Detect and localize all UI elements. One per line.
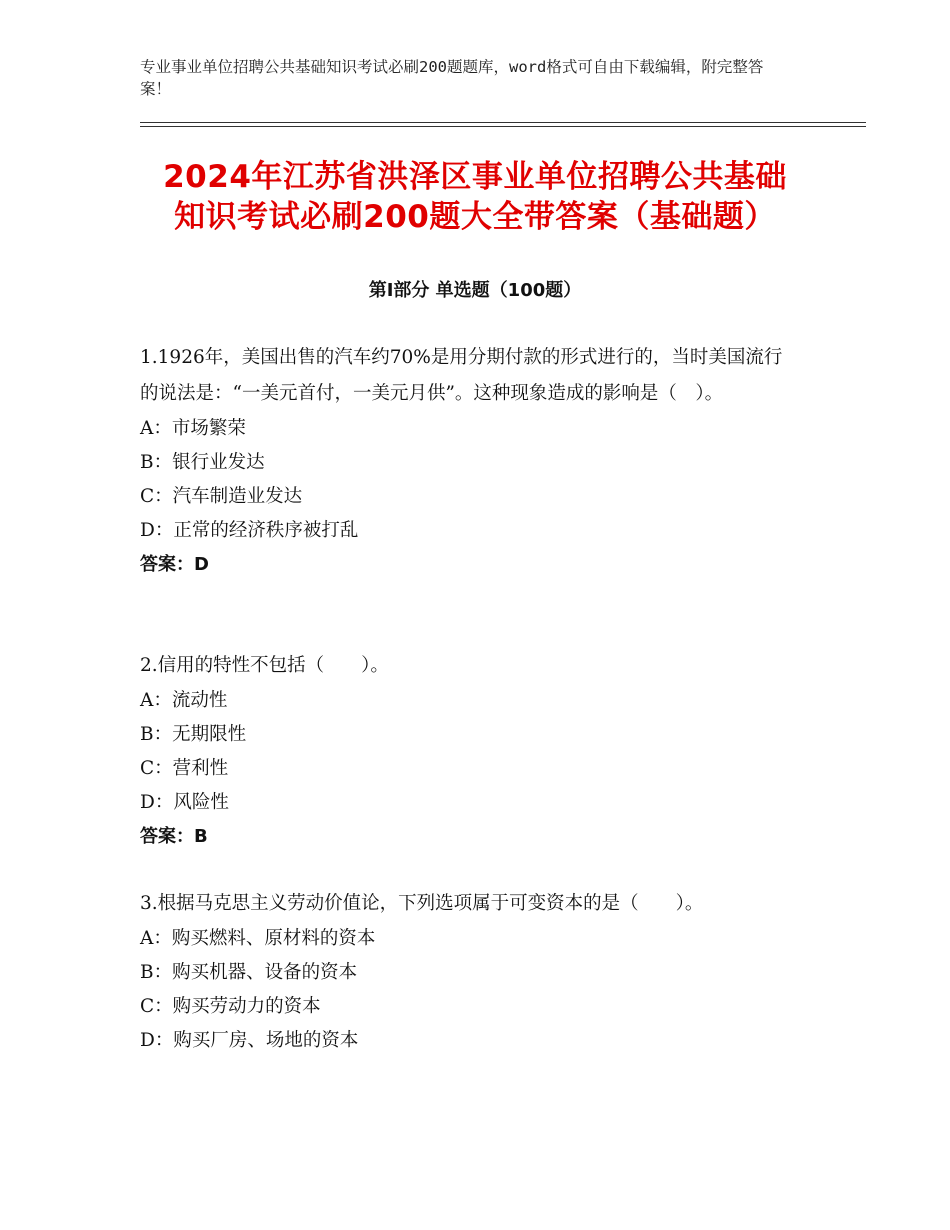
option-b: B：购买机器、设备的资本 bbox=[140, 962, 358, 983]
question-stem: 2.信用的特性不包括（ ）。 bbox=[140, 655, 389, 676]
option-c: C：购买劳动力的资本 bbox=[140, 996, 321, 1017]
option-d: D：购买厂房、场地的资本 bbox=[140, 1030, 359, 1051]
option-b: B：银行业发达 bbox=[140, 452, 265, 473]
header-rule-bottom bbox=[140, 126, 866, 127]
question-1 bbox=[140, 340, 800, 582]
question-stem: 3.根据马克思主义劳动价值论，下列选项属于可变资本的是（ ）。 bbox=[140, 893, 704, 914]
document-title bbox=[0, 157, 950, 237]
option-d: D：正常的经济秩序被打乱 bbox=[140, 520, 359, 541]
answer: 答案：D bbox=[140, 554, 209, 575]
option-c: C：营利性 bbox=[140, 758, 229, 779]
header-note: 专业事业单位招聘公共基础知识考试必刷200题题库，word格式可自由下载编辑，附完整答案！ bbox=[140, 58, 764, 98]
title-line-1: 2024年江苏省洪泽区事业单位招聘公共基础 bbox=[163, 159, 787, 195]
option-a: A：市场繁荣 bbox=[140, 418, 246, 439]
section-heading: 第Ⅰ部分 单选题（100题） bbox=[368, 280, 582, 301]
header-rule-top bbox=[140, 122, 866, 123]
option-c: C：汽车制造业发达 bbox=[140, 486, 303, 507]
option-a: A：购买燃料、原材料的资本 bbox=[140, 928, 376, 949]
question-stem: 1.1926年，美国出售的汽车约70%是用分期付款的形式进行的，当时美国流行的说法是：“一美元首付，一美元月供”。这种现象造成的影响是（ ）。 bbox=[140, 347, 783, 404]
option-a: A：流动性 bbox=[140, 690, 228, 711]
title-line-2: 知识考试必刷200题大全带答案（基础题） bbox=[174, 199, 776, 235]
answer: 答案：B bbox=[140, 826, 208, 847]
option-d: D：风险性 bbox=[140, 792, 229, 813]
question-2 bbox=[140, 648, 800, 854]
question-3 bbox=[140, 886, 800, 1058]
option-b: B：无期限性 bbox=[140, 724, 247, 745]
